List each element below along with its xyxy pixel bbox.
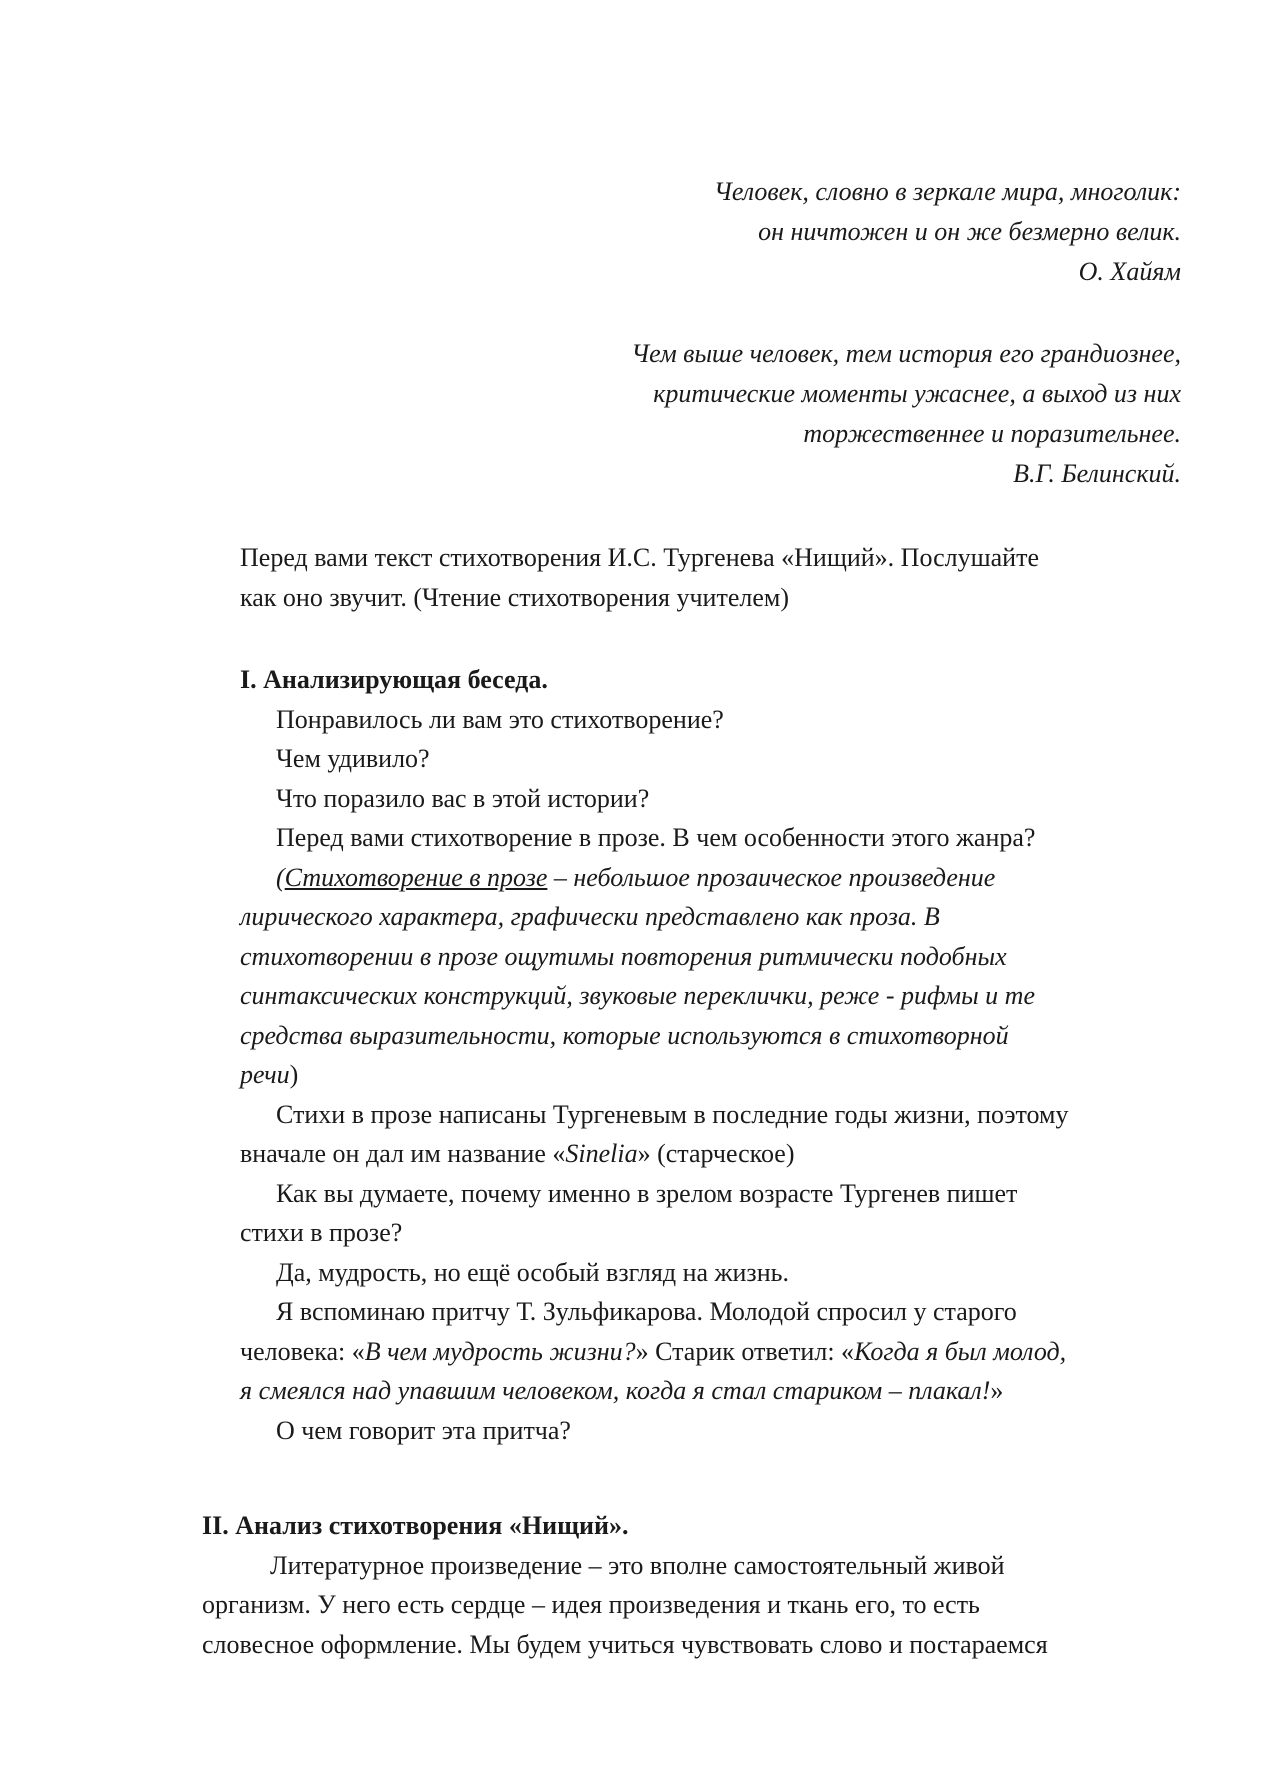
text-line [240,1332,1068,1372]
quote-fragment: В чем мудрость жизни? [364,1336,636,1366]
question-line: Понравилось ли вам это стихотворение? [276,704,724,734]
text-fragment: » [990,1376,1004,1405]
definition-term: Стихотворение в прозе [284,862,548,892]
definition-line [240,1055,1068,1095]
question-line: Чем удивило? [276,744,430,773]
text-fragment: человека: « [240,1336,365,1366]
epigraph-khayyam [714,172,1181,292]
sinelia-term: Sinelia [565,1139,638,1168]
text-line: Стихи в прозе написаны Тургеневым в последние годы жизни, поэтому [276,1099,1069,1129]
text-line [240,1134,1068,1174]
text-line: словесное оформление. Мы будем учиться чувствовать слово и постараемся [202,1629,1048,1659]
text-line: как оно звучит. (Чтение стихотворения учителем) [240,582,789,612]
text-line: Да, мудрость, но ещё особый взгляд на жизнь. [276,1257,789,1287]
text-fragment: вначале он дал им название « [240,1139,566,1168]
epigraph-belinsky [631,334,1181,494]
section-heading: I. Анализирующая беседа. [240,665,548,694]
paren: ) [289,1060,299,1089]
definition-line [240,858,1068,898]
text-line [240,1371,1068,1411]
quote-fragment: я смеялся над упавшим человеком, когда я стал стариком – плакал! [240,1376,991,1405]
epigraph-line: критические моменты ужаснее, а выход из них [653,379,1181,408]
question-line: О чем говорит эта притча? [276,1415,571,1445]
text-line: Я вспоминаю притчу Т. Зульфикарова. Молодой спросил у старого [276,1297,1017,1326]
text-fragment: » (старческое) [637,1139,795,1168]
epigraph-author: В.Г. Белинский. [1013,459,1181,488]
epigraph-line: Чем выше человек, тем история его грандиознее, [631,339,1181,368]
text-line: стихи в прозе? [240,1218,403,1247]
section-analysis-conversation [240,660,1068,1450]
epigraph-line: торжественнее и поразительнее. [803,419,1181,448]
question-line: Перед вами стихотворение в прозе. В чем особенности этого жанра? [276,823,1036,852]
text-line: организм. У него есть сердце – идея произведения и ткань его, то есть [202,1590,980,1619]
text-line: Литературное произведение – это вполне самостоятельный живой [270,1550,1005,1580]
text-line: Перед вами текст стихотворения И.С. Тургенева «Нищий». Послушайте [240,543,1039,572]
definition-line: стихотворении в прозе ощутимы повторения ритмически подобных [240,941,1007,971]
text-line: Как вы думаете, почему именно в зрелом возрасте Тургенев пишет [276,1178,1018,1208]
epigraph-author: О. Хайям [1078,257,1181,286]
intro-paragraph [240,538,1039,617]
definition-text: речи [240,1060,290,1089]
quote-fragment: Когда я был молод, [854,1336,1067,1366]
question-line: Что поразило вас в этой истории? [276,783,650,813]
paren: ( [276,862,285,892]
epigraph-line: он ничтожен и он же безмерно велик. [758,217,1181,246]
definition-line: синтаксических конструкций, звуковые переклички, реже - рифмы и те [240,981,1035,1010]
section-poem-analysis [202,1506,1048,1664]
section-heading: II. Анализ стихотворения «Нищий». [202,1511,629,1540]
epigraph-line: Человек, словно в зеркале мира, многолик: [713,177,1181,206]
definition-text: – небольшое прозаическое произведение [547,862,996,892]
definition-line: средства выразительности, которые используются в стихотворной [240,1020,1009,1050]
definition-line: лирического характера, графически представлено как проза. В [240,902,940,931]
text-fragment: » Старик ответил: « [635,1336,855,1366]
